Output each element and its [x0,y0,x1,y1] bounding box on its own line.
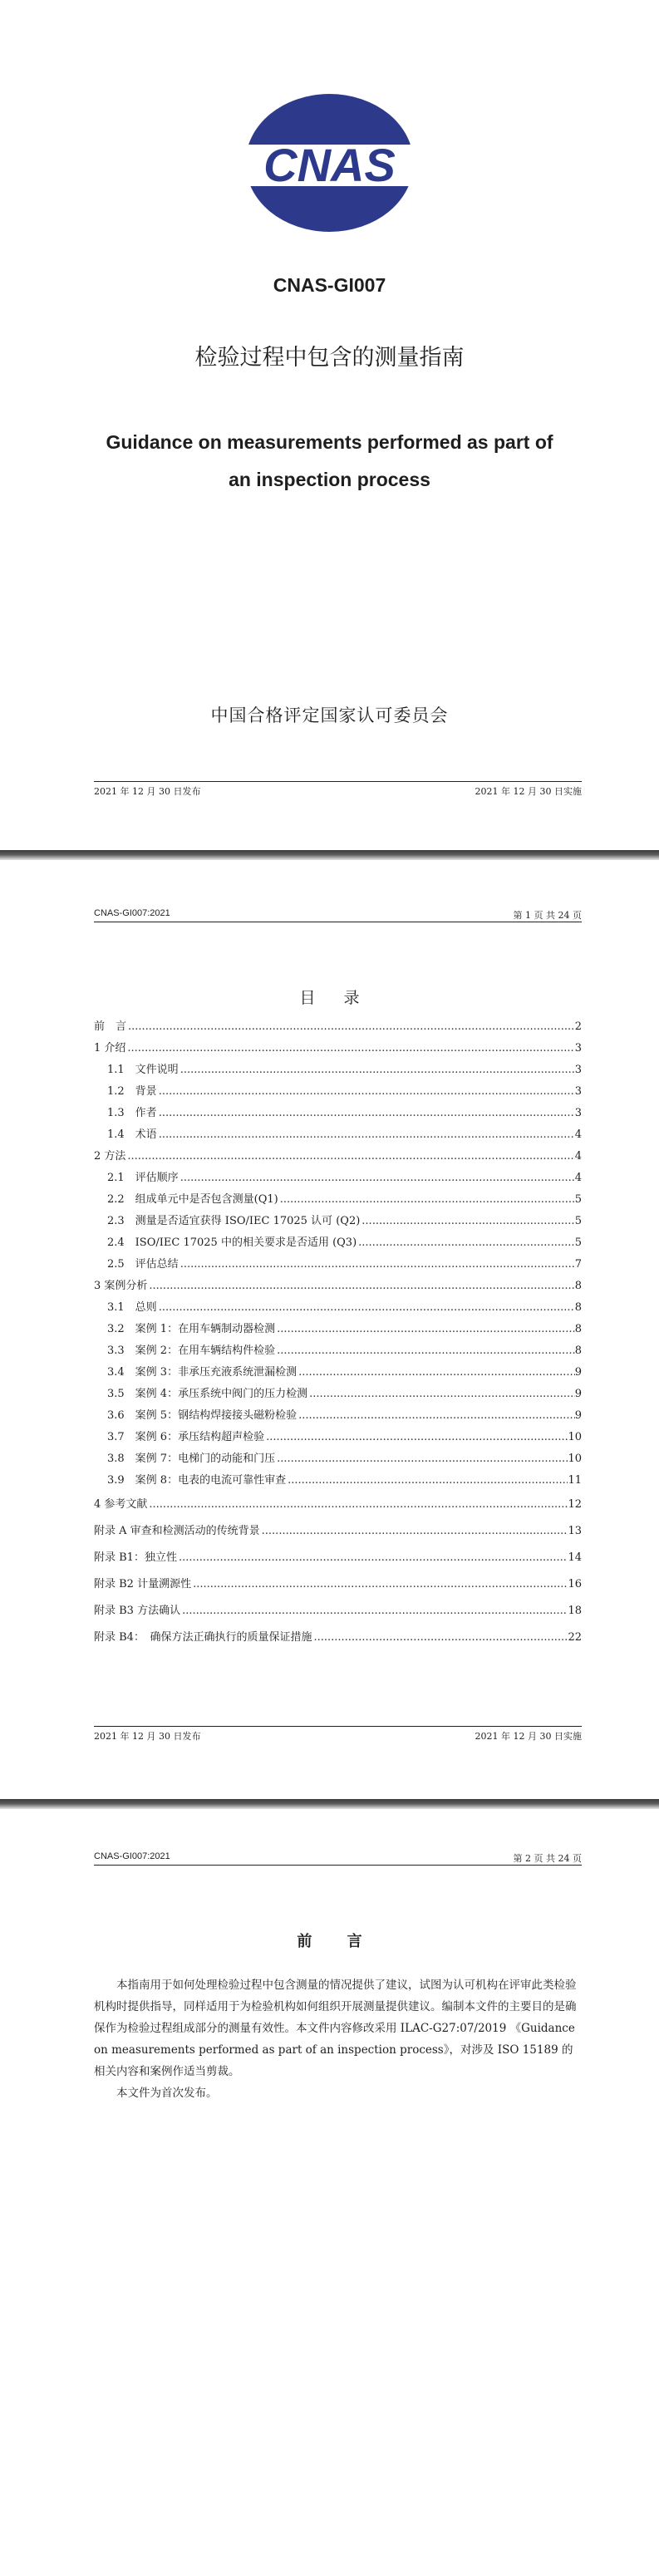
toc-entry-label: 2.5 评估总结 [107,1258,179,1271]
table-of-contents [94,1016,582,1651]
preface-paragraph: 本文件为首次发布。 [116,2087,218,2100]
toc-leader-dots [157,1297,575,1319]
toc-entry[interactable] [94,1319,582,1340]
toc-entry-page: 4 [574,1128,582,1141]
toc-leader-dots [177,1545,568,1571]
toc-leader-dots [179,1168,575,1189]
toc-entry-page: 11 [568,1474,582,1487]
toc-entry-page: 3 [574,1042,582,1054]
page-separator [0,850,659,860]
toc-entry-label: 1.2 背景 [107,1085,157,1098]
toc-leader-dots [157,1124,575,1146]
header-page-number: 第 2 页 共 24 页 [513,1853,582,1864]
toc-entry-label: 1.3 作者 [107,1107,157,1119]
toc-leader-dots [275,1340,575,1362]
toc-date-row [94,1726,582,1742]
toc-entry-label: 附录 A 审查和检测活动的传统背景 [94,1525,260,1537]
toc-entry-page: 4 [574,1172,582,1184]
toc-entry[interactable] [94,1625,582,1651]
toc-entry-label: 3.6 案例 5：钢结构焊接接头磁粉检验 [107,1409,298,1422]
toc-entry[interactable] [94,1103,582,1124]
toc-entry-page: 8 [574,1280,582,1292]
toc-entry-label: 2.2 组成单元中是否包含测量(Q1) [107,1193,278,1206]
preface-title: 前 言 [297,1933,377,1950]
toc-entry-page: 10 [568,1453,582,1465]
toc-entry[interactable] [94,1016,582,1038]
toc-title: 目 录 [299,989,371,1007]
toc-entry-label: 3.2 案例 1：在用车辆制动器检测 [107,1323,276,1335]
toc-entry[interactable] [94,1362,582,1384]
toc-leader-dots [312,1625,568,1651]
toc-leader-dots [297,1405,575,1427]
toc-entry-label: 2.1 评估顺序 [107,1172,179,1184]
toc-entry-page: 4 [574,1150,582,1163]
toc-entry[interactable] [94,1545,582,1571]
toc-entry[interactable] [94,1254,582,1276]
toc-entry-label: 前 言 [94,1020,127,1033]
preface-paragraph: 本指南用于如何处理检验过程中包含测量的情况提供了建议，试图为认可机构在评审此类检验机构时提供指导，同样适用于为检验机构如何组织开展测量提供建议。编制本文件的主要目的是确保作为检验过程组成部分的测量有效性。本文件内容修改采用 ILAC-G27:07/2019 《Guidance on measurements performed as part of an inspection process》，对涉及 ISO 15189 的相关内容和案例作适当剪裁。 [94,1979,577,2078]
effective-date: 2021 年 12 月 30 日实施 [475,786,582,797]
toc-entry-label: 2.4 ISO/IEC 17025 中的相关要求是否适用 (Q3) [107,1236,357,1249]
toc-entry[interactable] [94,1168,582,1189]
toc-entry-label: 3.9 案例 8：电表的电流可靠性审查 [107,1474,287,1487]
toc-entry-page: 22 [568,1631,582,1644]
toc-entry[interactable] [94,1598,582,1625]
toc-entry[interactable] [94,1297,582,1319]
toc-entry-label: 1.4 术语 [107,1128,157,1141]
toc-entry-label: 2.3 测量是否适宜获得 ISO/IEC 17025 认可 (Q2) [107,1215,361,1227]
toc-leader-dots [179,1254,575,1276]
toc-entry-page: 10 [568,1431,582,1443]
toc-entry-page: 14 [568,1551,582,1564]
toc-entry-label: 3.4 案例 3：非承压充液系统泄漏检测 [107,1366,298,1379]
toc-entry-page: 18 [568,1605,582,1617]
toc-entry-label: 3.7 案例 6：承压结构超声检验 [107,1431,265,1443]
cnas-logo [245,93,414,233]
toc-entry-label: 附录 B4： 确保方法正确执行的质量保证措施 [94,1631,312,1644]
toc-entry[interactable] [94,1448,582,1470]
toc-entry[interactable] [94,1492,582,1518]
toc-entry-label: 4 参考文献 [94,1498,148,1511]
toc-leader-dots [157,1103,575,1124]
toc-entry-label: 2 方法 [94,1150,126,1163]
effective-date: 2021 年 12 月 30 日实施 [475,1731,582,1742]
toc-entry[interactable] [94,1276,582,1297]
toc-entry-page: 9 [574,1366,582,1379]
header-doc-code: CNAS-GI007:2021 [94,908,170,918]
toc-entry-page: 8 [574,1345,582,1357]
toc-entry[interactable] [94,1340,582,1362]
toc-leader-dots [179,1059,575,1081]
cover-date-row [94,781,582,797]
toc-leader-dots [125,1038,574,1059]
toc-entry-page: 16 [568,1578,582,1590]
logo-text: CNAS [263,139,396,191]
toc-leader-dots [286,1470,568,1492]
toc-leader-dots [297,1362,575,1384]
toc-entry[interactable] [94,1384,582,1405]
toc-entry-label: 3 案例分析 [94,1280,148,1292]
toc-entry[interactable] [94,1124,582,1146]
preface-page [0,1809,659,2576]
toc-entry-page: 12 [568,1498,582,1511]
toc-leader-dots [360,1211,574,1232]
toc-entry[interactable] [94,1146,582,1168]
toc-entry-page: 7 [574,1258,582,1271]
preface-body [94,1974,582,2104]
toc-entry-label: 3.5 案例 4：承压系统中阀门的压力检测 [107,1388,308,1400]
document-code: CNAS-GI007 [273,274,386,296]
title-chinese: 检验过程中包含的测量指南 [194,345,465,371]
toc-entry[interactable] [94,1518,582,1545]
toc-entry-page: 9 [574,1409,582,1422]
toc-entry[interactable] [94,1405,582,1427]
toc-entry-page: 5 [574,1236,582,1249]
toc-leader-dots [157,1081,575,1103]
toc-entry-page: 9 [574,1388,582,1400]
toc-entry[interactable] [94,1470,582,1492]
toc-entry[interactable] [94,1189,582,1211]
issue-date: 2021 年 12 月 30 日发布 [94,786,201,797]
toc-leader-dots [191,1571,568,1598]
toc-entry-label: 1 介绍 [94,1042,126,1054]
toc-leader-dots [125,1146,574,1168]
toc-entry[interactable] [94,1232,582,1254]
toc-leader-dots [357,1232,575,1254]
toc-leader-dots [278,1189,575,1211]
title-english-line1: Guidance on measurements performed as part of [106,431,553,453]
toc-entry-label: 3.8 案例 7：电梯门的动能和门压 [107,1453,276,1465]
toc-entry-page: 3 [574,1064,582,1076]
toc-leader-dots [126,1016,575,1038]
toc-entry-page: 5 [574,1215,582,1227]
toc-leader-dots [275,1448,568,1470]
page-header [94,1851,582,1866]
toc-entry[interactable] [94,1038,582,1059]
toc-entry-label: 附录 B3 方法确认 [94,1605,181,1617]
toc-entry-page: 5 [574,1193,582,1206]
toc-leader-dots [275,1319,575,1340]
toc-entry[interactable] [94,1427,582,1448]
toc-entry[interactable] [94,1211,582,1232]
toc-entry-label: 附录 B1：独立性 [94,1551,177,1564]
toc-entry[interactable] [94,1081,582,1103]
toc-leader-dots [147,1492,568,1518]
page-header [94,908,582,922]
toc-entry-label: 3.3 案例 2：在用车辆结构件检验 [107,1345,276,1357]
toc-entry[interactable] [94,1059,582,1081]
toc-entry-page: 13 [568,1525,582,1537]
header-doc-code: CNAS-GI007:2021 [94,1851,170,1861]
toc-entry-page: 3 [574,1085,582,1098]
title-english-line2: an inspection process [229,469,430,490]
toc-entry-label: 3.1 总则 [107,1301,157,1314]
toc-leader-dots [307,1384,575,1405]
toc-leader-dots [264,1427,568,1448]
cover-page [0,0,659,850]
header-page-number: 第 1 页 共 24 页 [513,910,582,921]
toc-entry-label: 1.1 文件说明 [107,1064,179,1076]
organization-name: 中国合格评定国家认可委员会 [210,705,449,725]
page-separator [0,1799,659,1809]
toc-entry-page: 2 [574,1020,582,1033]
toc-entry-page: 8 [574,1323,582,1335]
toc-entry-page: 3 [574,1107,582,1119]
toc-leader-dots [260,1518,568,1545]
issue-date: 2021 年 12 月 30 日发布 [94,1731,201,1742]
toc-entry-label: 附录 B2 计量溯源性 [94,1578,192,1590]
toc-leader-dots [180,1598,568,1625]
toc-leader-dots [147,1276,574,1297]
toc-entry-page: 8 [574,1301,582,1314]
title-english [0,424,659,499]
toc-entry[interactable] [94,1571,582,1598]
